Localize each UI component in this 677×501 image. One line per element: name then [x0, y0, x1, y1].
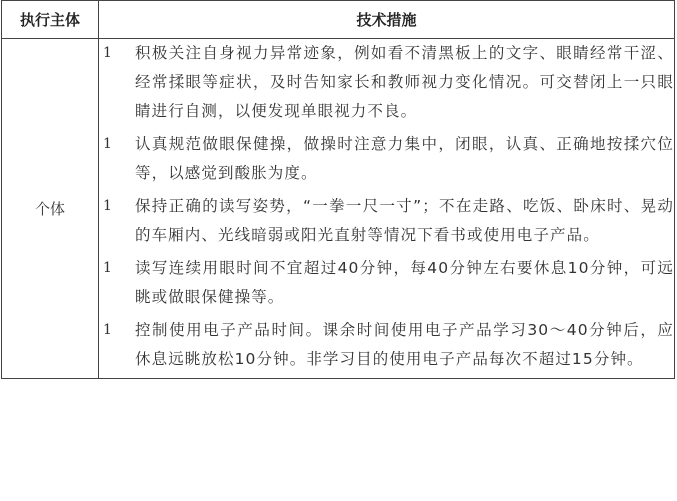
measure-item — [99, 39, 674, 126]
header-subject: 执行主体 — [2, 1, 99, 39]
measure-item — [99, 192, 674, 250]
measure-item — [99, 130, 674, 188]
item-number: 1 — [103, 136, 112, 152]
subject-cell: 个体 — [2, 39, 99, 379]
measure-item — [99, 316, 674, 374]
item-text: 保持正确的读写姿势，“一拳一尺一寸”；不在走路、吃饭、卧床时、晃动的车厢内、光线暗弱或阳光直射等情况下看书或使用电子产品。 — [135, 197, 674, 244]
item-text: 读写连续用眼时间不宜超过40分钟，每40分钟左右要休息10分钟，可远眺或做眼保健操等。 — [135, 259, 674, 306]
item-number: 1 — [103, 198, 112, 214]
body-row — [2, 39, 675, 379]
item-text: 认真规范做眼保健操，做操时注意力集中，闭眼，认真、正确地按揉穴位等，以感觉到酸胀为度。 — [135, 135, 674, 182]
item-number: 1 — [103, 45, 112, 61]
measures-table — [1, 0, 675, 379]
header-measures: 技术措施 — [99, 1, 675, 39]
header-row — [2, 1, 675, 39]
item-number: 1 — [103, 322, 112, 338]
measures-cell — [99, 39, 675, 379]
item-text: 控制使用电子产品时间。课余时间使用电子产品学习30～40分钟后，应休息远眺放松10分钟。非学习目的使用电子产品每次不超过15分钟。 — [135, 321, 674, 368]
measure-item — [99, 254, 674, 312]
item-text: 积极关注自身视力异常迹象，例如看不清黑板上的文字、眼睛经常干涩、经常揉眼等症状，及时告知家长和教师视力变化情况。可交替闭上一只眼睛进行自测，以便发现单眼视力不良。 — [135, 44, 674, 120]
item-number: 1 — [103, 260, 112, 276]
